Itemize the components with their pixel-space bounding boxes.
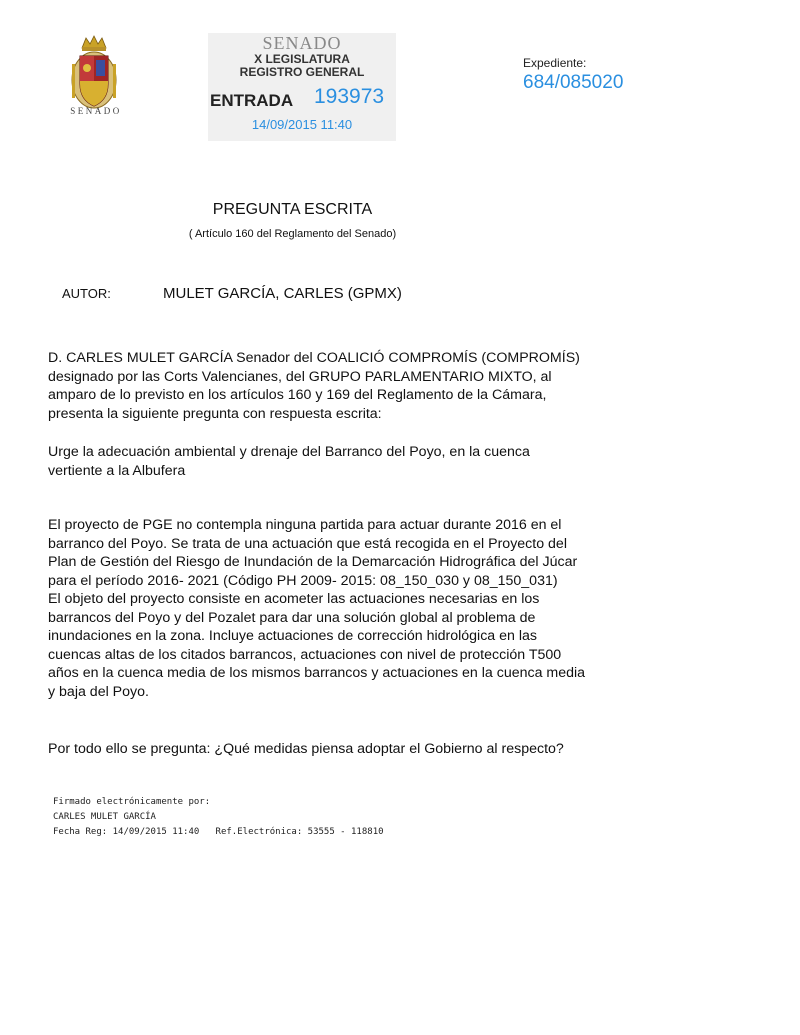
text-line: presenta la siguiente pregunta con respuesta escrita: [48, 405, 382, 422]
stamp-entrada-number: 193973 [314, 85, 385, 108]
text-line: El proyecto de PGE no contempla ninguna partida para actuar durante 2016 en el [48, 517, 562, 533]
crest-caption: SENADO [70, 106, 122, 116]
signature-line: Firmado electrónicamente por: [53, 797, 211, 807]
signature-registration: Fecha Reg: 14/09/2015 11:40 Ref.Electrónica: 53555 - 118810 [53, 827, 384, 837]
stamp-registro: REGISTRO GENERAL [239, 65, 365, 79]
stamp-legislatura: X LEGISLATURA [254, 52, 350, 66]
subject-paragraph [48, 443, 648, 480]
text-line: amparo de lo previsto en los artículos 160 y 169 del Reglamento de la Cámara, [48, 387, 547, 403]
question-paragraph: Por todo ello se pregunta: ¿Qué medidas piensa adoptar el Gobierno al respecto? [48, 741, 564, 757]
autor-value: MULET GARCÍA, CARLES (GPMX) [163, 285, 402, 302]
text-line: inundaciones en la zona. Incluye actuaciones de corrección hidrológica en las [48, 628, 537, 644]
detail-paragraph [48, 516, 648, 701]
stamp-senado: SENADO [262, 33, 342, 53]
text-line: designado por las Corts Valencianes, del GRUPO PARLAMENTARIO MIXTO, al [48, 368, 552, 385]
autor-label: AUTOR: [62, 286, 111, 301]
stamp-datetime: 14/09/2015 11:40 [251, 117, 353, 132]
text-line: vertiente a la Albufera [48, 462, 186, 479]
intro-paragraph [48, 349, 648, 423]
text-line: El objeto del proyecto consiste en acometer las actuaciones necesarias en los [48, 591, 540, 607]
text-line: D. CARLES MULET GARCÍA Senador del COALICIÓ COMPROMÍS (COMPROMÍS) [48, 350, 580, 366]
text-line: Plan de Gestión del Riesgo de Inundación de la Demarcación Hidrográfica del Júcar [48, 554, 578, 570]
expediente-label: Expediente: [523, 56, 587, 70]
text-line: años en la cuenca media de los mismos barrancos y actuaciones en la cuenca media [48, 665, 586, 681]
text-line: para el período 2016- 2021 (Código PH 2009- 2015: 08_150_030 y 08_150_031) [48, 572, 558, 589]
page-title: PREGUNTA ESCRITA [212, 201, 373, 218]
signature-name: CARLES MULET GARCÍA [53, 812, 156, 822]
senado-crest-icon [66, 34, 122, 114]
text-line: Urge la adecuación ambiental y drenaje del Barranco del Poyo, en la cuenca [48, 444, 530, 460]
expediente-number: 684/085020 [523, 72, 624, 93]
stamp-entrada-label: ENTRADA [210, 91, 294, 110]
electronic-signature [53, 795, 384, 840]
registry-stamp [208, 33, 396, 141]
page-subtitle: ( Artículo 160 del Reglamento del Senado) [188, 228, 397, 240]
text-line: cuencas altas de los citados barrancos, actuaciones con nivel de protección T500 [48, 646, 562, 663]
text-line: y baja del Poyo. [48, 683, 149, 700]
text-line: barrancos del Poyo y del Pozalet para dar una solución global al problema de [48, 609, 536, 626]
text-line: barranco del Poyo. Se trata de una actuación que está recogida en el Proyecto del [48, 535, 567, 552]
